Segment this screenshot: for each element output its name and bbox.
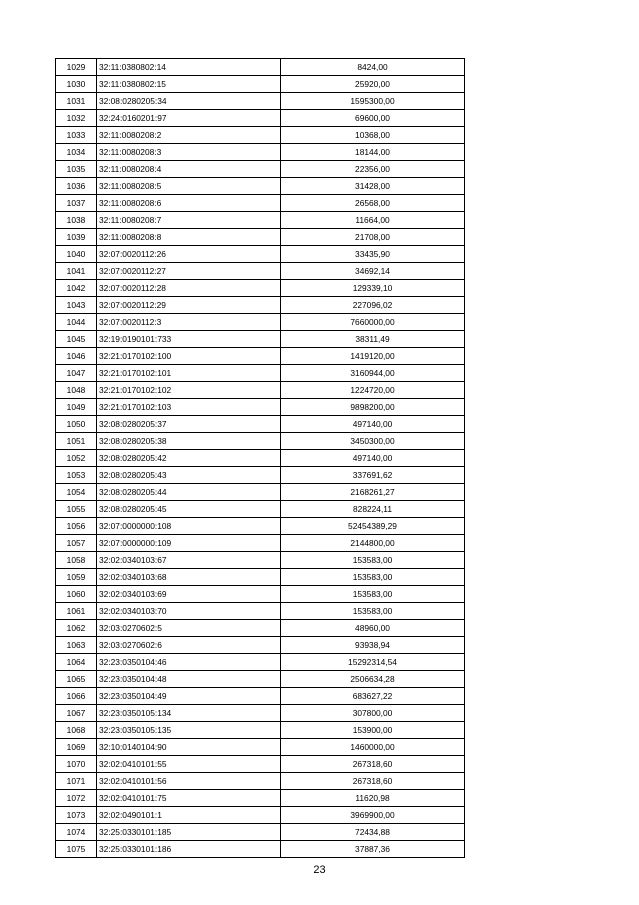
table-row — [56, 331, 465, 348]
row-number-cell: 1040 — [56, 246, 97, 263]
cadastral-number-cell: 32:23:0350104:48 — [97, 671, 281, 688]
row-number-cell: 1058 — [56, 552, 97, 569]
cadastral-number-cell: 32:23:0350104:46 — [97, 654, 281, 671]
table-row — [56, 280, 465, 297]
table-row — [56, 773, 465, 790]
cadastral-number-cell: 32:03:0270602:6 — [97, 637, 281, 654]
table-row — [56, 416, 465, 433]
cadastral-number-cell: 32:07:0020112:28 — [97, 280, 281, 297]
cadastral-value-cell: 10368,00 — [281, 127, 465, 144]
row-number-cell: 1073 — [56, 807, 97, 824]
cadastral-number-cell: 32:25:0330101:186 — [97, 841, 281, 858]
row-number-cell: 1056 — [56, 518, 97, 535]
cadastral-number-cell: 32:23:0350105:135 — [97, 722, 281, 739]
row-number-cell: 1031 — [56, 93, 97, 110]
cadastral-number-cell: 32:07:0000000:108 — [97, 518, 281, 535]
cadastral-number-cell: 32:11:0080208:4 — [97, 161, 281, 178]
table-row — [56, 705, 465, 722]
row-number-cell: 1033 — [56, 127, 97, 144]
row-number-cell: 1074 — [56, 824, 97, 841]
row-number-cell: 1066 — [56, 688, 97, 705]
table-body — [56, 59, 465, 858]
cadastral-value-cell: 9898200,00 — [281, 399, 465, 416]
row-number-cell: 1036 — [56, 178, 97, 195]
cadastral-number-cell: 32:08:0280205:45 — [97, 501, 281, 518]
table-row — [56, 348, 465, 365]
cadastral-number-cell: 32:25:0330101:185 — [97, 824, 281, 841]
cadastral-number-cell: 32:08:0280205:37 — [97, 416, 281, 433]
table-row — [56, 654, 465, 671]
cadastral-number-cell: 32:19:0190101:733 — [97, 331, 281, 348]
row-number-cell: 1030 — [56, 76, 97, 93]
row-number-cell: 1035 — [56, 161, 97, 178]
row-number-cell: 1065 — [56, 671, 97, 688]
table-row — [56, 688, 465, 705]
row-number-cell: 1059 — [56, 569, 97, 586]
cadastral-value-cell: 828224,11 — [281, 501, 465, 518]
cadastral-number-cell: 32:07:0020112:27 — [97, 263, 281, 280]
cadastral-number-cell: 32:02:0490101:1 — [97, 807, 281, 824]
cadastral-number-cell: 32:02:0340103:69 — [97, 586, 281, 603]
table-row — [56, 552, 465, 569]
table-row — [56, 756, 465, 773]
cadastral-value-cell: 25920,00 — [281, 76, 465, 93]
cadastral-number-cell: 32:03:0270602:5 — [97, 620, 281, 637]
cadastral-value-cell: 69600,00 — [281, 110, 465, 127]
cadastral-number-cell: 32:11:0080208:7 — [97, 212, 281, 229]
table-row — [56, 59, 465, 76]
table-row — [56, 484, 465, 501]
row-number-cell: 1067 — [56, 705, 97, 722]
page-number: 23 — [313, 864, 326, 876]
cadastral-value-cell: 683627,22 — [281, 688, 465, 705]
cadastral-value-cell: 153583,00 — [281, 586, 465, 603]
table-row — [56, 501, 465, 518]
cadastral-number-cell: 32:11:0380802:15 — [97, 76, 281, 93]
table-row — [56, 365, 465, 382]
table-row — [56, 722, 465, 739]
cadastral-value-cell: 11664,00 — [281, 212, 465, 229]
table-row — [56, 195, 465, 212]
cadastral-number-cell: 32:08:0280205:38 — [97, 433, 281, 450]
cadastral-value-cell: 153583,00 — [281, 552, 465, 569]
row-number-cell: 1043 — [56, 297, 97, 314]
cadastral-number-cell: 32:23:0350104:49 — [97, 688, 281, 705]
row-number-cell: 1070 — [56, 756, 97, 773]
table-row — [56, 246, 465, 263]
cadastral-number-cell: 32:11:0080208:2 — [97, 127, 281, 144]
table-row — [56, 161, 465, 178]
cadastral-number-cell: 32:11:0080208:5 — [97, 178, 281, 195]
cadastral-number-cell: 32:08:0280205:44 — [97, 484, 281, 501]
cadastral-number-cell: 32:11:0080208:8 — [97, 229, 281, 246]
row-number-cell: 1061 — [56, 603, 97, 620]
cadastral-value-cell: 34692,14 — [281, 263, 465, 280]
cadastral-value-cell: 18144,00 — [281, 144, 465, 161]
row-number-cell: 1041 — [56, 263, 97, 280]
cadastral-number-cell: 32:24:0160201:97 — [97, 110, 281, 127]
cadastral-value-cell: 31428,00 — [281, 178, 465, 195]
row-number-cell: 1063 — [56, 637, 97, 654]
cadastral-number-cell: 32:02:0340103:68 — [97, 569, 281, 586]
table-row — [56, 603, 465, 620]
row-number-cell: 1049 — [56, 399, 97, 416]
row-number-cell: 1029 — [56, 59, 97, 76]
row-number-cell: 1071 — [56, 773, 97, 790]
cadastral-value-cell: 153900,00 — [281, 722, 465, 739]
cadastral-value-cell: 1419120,00 — [281, 348, 465, 365]
cadastral-number-cell: 32:02:0410101:55 — [97, 756, 281, 773]
cadastral-value-cell: 307800,00 — [281, 705, 465, 722]
cadastral-number-cell: 32:02:0340103:67 — [97, 552, 281, 569]
table-row — [56, 76, 465, 93]
cadastral-value-cell: 1460000,00 — [281, 739, 465, 756]
row-number-cell: 1054 — [56, 484, 97, 501]
cadastral-number-cell: 32:07:0020112:3 — [97, 314, 281, 331]
cadastral-number-cell: 32:07:0020112:26 — [97, 246, 281, 263]
cadastral-number-cell: 32:11:0380802:14 — [97, 59, 281, 76]
table-row — [56, 93, 465, 110]
cadastral-value-cell: 1224720,00 — [281, 382, 465, 399]
row-number-cell: 1050 — [56, 416, 97, 433]
table-row — [56, 382, 465, 399]
row-number-cell: 1068 — [56, 722, 97, 739]
cadastral-value-cell: 93938,94 — [281, 637, 465, 654]
cadastral-value-cell: 21708,00 — [281, 229, 465, 246]
cadastral-number-cell: 32:21:0170102:103 — [97, 399, 281, 416]
cadastral-value-table — [55, 58, 465, 858]
cadastral-number-cell: 32:02:0410101:75 — [97, 790, 281, 807]
row-number-cell: 1044 — [56, 314, 97, 331]
cadastral-value-cell: 7660000,00 — [281, 314, 465, 331]
cadastral-value-cell: 3160944,00 — [281, 365, 465, 382]
cadastral-number-cell: 32:11:0080208:6 — [97, 195, 281, 212]
cadastral-value-cell: 22356,00 — [281, 161, 465, 178]
row-number-cell: 1060 — [56, 586, 97, 603]
table-row — [56, 841, 465, 858]
cadastral-value-cell: 267318,60 — [281, 773, 465, 790]
row-number-cell: 1057 — [56, 535, 97, 552]
row-number-cell: 1072 — [56, 790, 97, 807]
table-row — [56, 399, 465, 416]
cadastral-number-cell: 32:08:0280205:42 — [97, 450, 281, 467]
cadastral-value-cell: 153583,00 — [281, 603, 465, 620]
cadastral-value-cell: 48960,00 — [281, 620, 465, 637]
cadastral-number-cell: 32:02:0410101:56 — [97, 773, 281, 790]
cadastral-number-cell: 32:21:0170102:101 — [97, 365, 281, 382]
table-row — [56, 824, 465, 841]
row-number-cell: 1075 — [56, 841, 97, 858]
table-row — [56, 212, 465, 229]
cadastral-value-cell: 497140,00 — [281, 416, 465, 433]
cadastral-value-cell: 3450300,00 — [281, 433, 465, 450]
table-row — [56, 467, 465, 484]
cadastral-value-cell: 267318,60 — [281, 756, 465, 773]
cadastral-number-cell: 32:11:0080208:3 — [97, 144, 281, 161]
table-row — [56, 620, 465, 637]
row-number-cell: 1032 — [56, 110, 97, 127]
cadastral-number-cell: 32:10:0140104:90 — [97, 739, 281, 756]
table-row — [56, 671, 465, 688]
row-number-cell: 1046 — [56, 348, 97, 365]
table-row — [56, 178, 465, 195]
cadastral-value-cell: 33435,90 — [281, 246, 465, 263]
table-row — [56, 739, 465, 756]
cadastral-number-cell: 32:23:0350105:134 — [97, 705, 281, 722]
row-number-cell: 1069 — [56, 739, 97, 756]
cadastral-value-cell: 26568,00 — [281, 195, 465, 212]
cadastral-value-cell: 15292314,54 — [281, 654, 465, 671]
cadastral-value-cell: 2168261,27 — [281, 484, 465, 501]
cadastral-value-cell: 227096,02 — [281, 297, 465, 314]
cadastral-value-cell: 11620,98 — [281, 790, 465, 807]
cadastral-number-cell: 32:21:0170102:102 — [97, 382, 281, 399]
row-number-cell: 1042 — [56, 280, 97, 297]
row-number-cell: 1051 — [56, 433, 97, 450]
cadastral-number-cell: 32:21:0170102:100 — [97, 348, 281, 365]
cadastral-value-cell: 38311,49 — [281, 331, 465, 348]
table-row — [56, 127, 465, 144]
row-number-cell: 1045 — [56, 331, 97, 348]
table-row — [56, 569, 465, 586]
cadastral-number-cell: 32:07:0000000:109 — [97, 535, 281, 552]
cadastral-value-cell: 3969900,00 — [281, 807, 465, 824]
row-number-cell: 1047 — [56, 365, 97, 382]
table-row — [56, 637, 465, 654]
table-row — [56, 144, 465, 161]
cadastral-value-cell: 2144800,00 — [281, 535, 465, 552]
table-row — [56, 790, 465, 807]
cadastral-number-cell: 32:02:0340103:70 — [97, 603, 281, 620]
row-number-cell: 1034 — [56, 144, 97, 161]
table-row — [56, 433, 465, 450]
cadastral-value-cell: 337691,62 — [281, 467, 465, 484]
table-row — [56, 807, 465, 824]
table-row — [56, 535, 465, 552]
row-number-cell: 1037 — [56, 195, 97, 212]
cadastral-value-cell: 52454389,29 — [281, 518, 465, 535]
cadastral-value-cell: 153583,00 — [281, 569, 465, 586]
row-number-cell: 1048 — [56, 382, 97, 399]
table-row — [56, 229, 465, 246]
table-row — [56, 110, 465, 127]
cadastral-value-cell: 72434,88 — [281, 824, 465, 841]
cadastral-value-cell: 8424,00 — [281, 59, 465, 76]
row-number-cell: 1064 — [56, 654, 97, 671]
cadastral-number-cell: 32:08:0280205:34 — [97, 93, 281, 110]
row-number-cell: 1053 — [56, 467, 97, 484]
table-row — [56, 450, 465, 467]
row-number-cell: 1062 — [56, 620, 97, 637]
table-row — [56, 297, 465, 314]
cadastral-value-cell: 129339,10 — [281, 280, 465, 297]
row-number-cell: 1055 — [56, 501, 97, 518]
row-number-cell: 1052 — [56, 450, 97, 467]
cadastral-value-cell: 497140,00 — [281, 450, 465, 467]
cadastral-value-cell: 1595300,00 — [281, 93, 465, 110]
cadastral-value-cell: 2506634,28 — [281, 671, 465, 688]
cadastral-number-cell: 32:08:0280205:43 — [97, 467, 281, 484]
cadastral-value-cell: 37887,36 — [281, 841, 465, 858]
cadastral-number-cell: 32:07:0020112:29 — [97, 297, 281, 314]
table-row — [56, 586, 465, 603]
table-row — [56, 518, 465, 535]
row-number-cell: 1038 — [56, 212, 97, 229]
row-number-cell: 1039 — [56, 229, 97, 246]
table-row — [56, 314, 465, 331]
table-row — [56, 263, 465, 280]
